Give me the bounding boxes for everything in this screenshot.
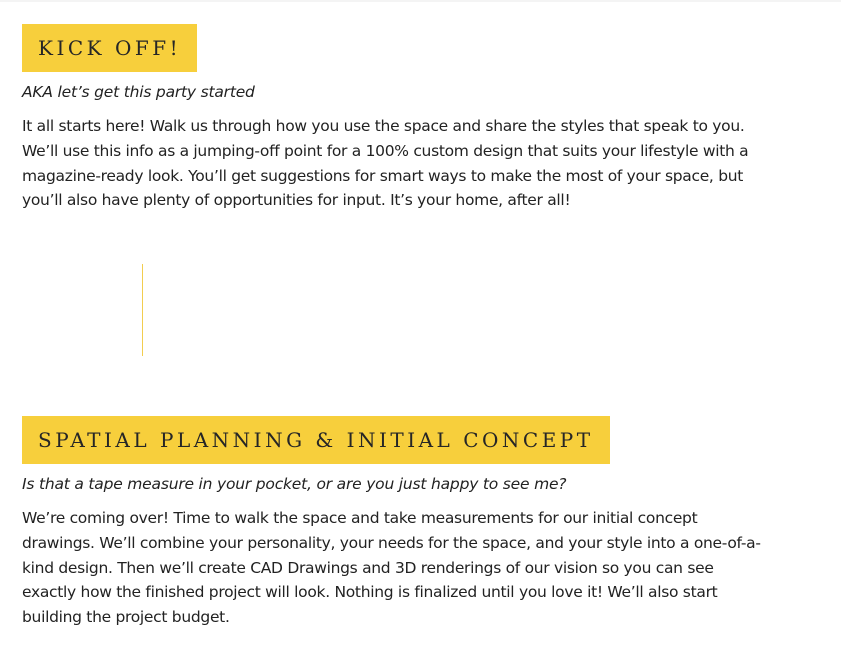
spatial-planning-heading-box xyxy=(22,416,610,464)
spatial-planning-section xyxy=(22,416,782,630)
spatial-planning-subtitle: Is that a tape measure in your pocket, or are you just happy to see me? xyxy=(22,475,567,493)
kick-off-heading: KICK OFF! xyxy=(38,36,182,60)
kick-off-section xyxy=(22,24,782,213)
kick-off-subtitle: AKA let’s get this party started xyxy=(22,83,255,101)
kick-off-body: It all starts here! Walk us through how you use the space and share the styles that speak to you. We’ll use this info as a jumping-off point for a 100% custom design that suits your lifestyle with a magazine-ready look. You’ll get suggestions for smart ways to make the most of your space, but you’ll also have plenty of opportunities for input. It’s your home, after all! xyxy=(22,117,749,210)
spatial-planning-heading: SPATIAL PLANNING & INITIAL CONCEPT xyxy=(38,428,594,452)
spatial-planning-body: We’re coming over! Time to walk the space and take measurements for our initial concept drawings. We’ll combine your personality, your needs for the space, and your style into a one-of-a-kind design. Then we’ll create CAD Drawings and 3D renderings of our vision so you can see exactly how the finished project will look. Nothing is finalized until you love it! We’ll also start building the project budget. xyxy=(22,509,761,627)
top-border xyxy=(0,0,841,2)
vertical-divider xyxy=(142,264,143,356)
kick-off-heading-box xyxy=(22,24,197,72)
